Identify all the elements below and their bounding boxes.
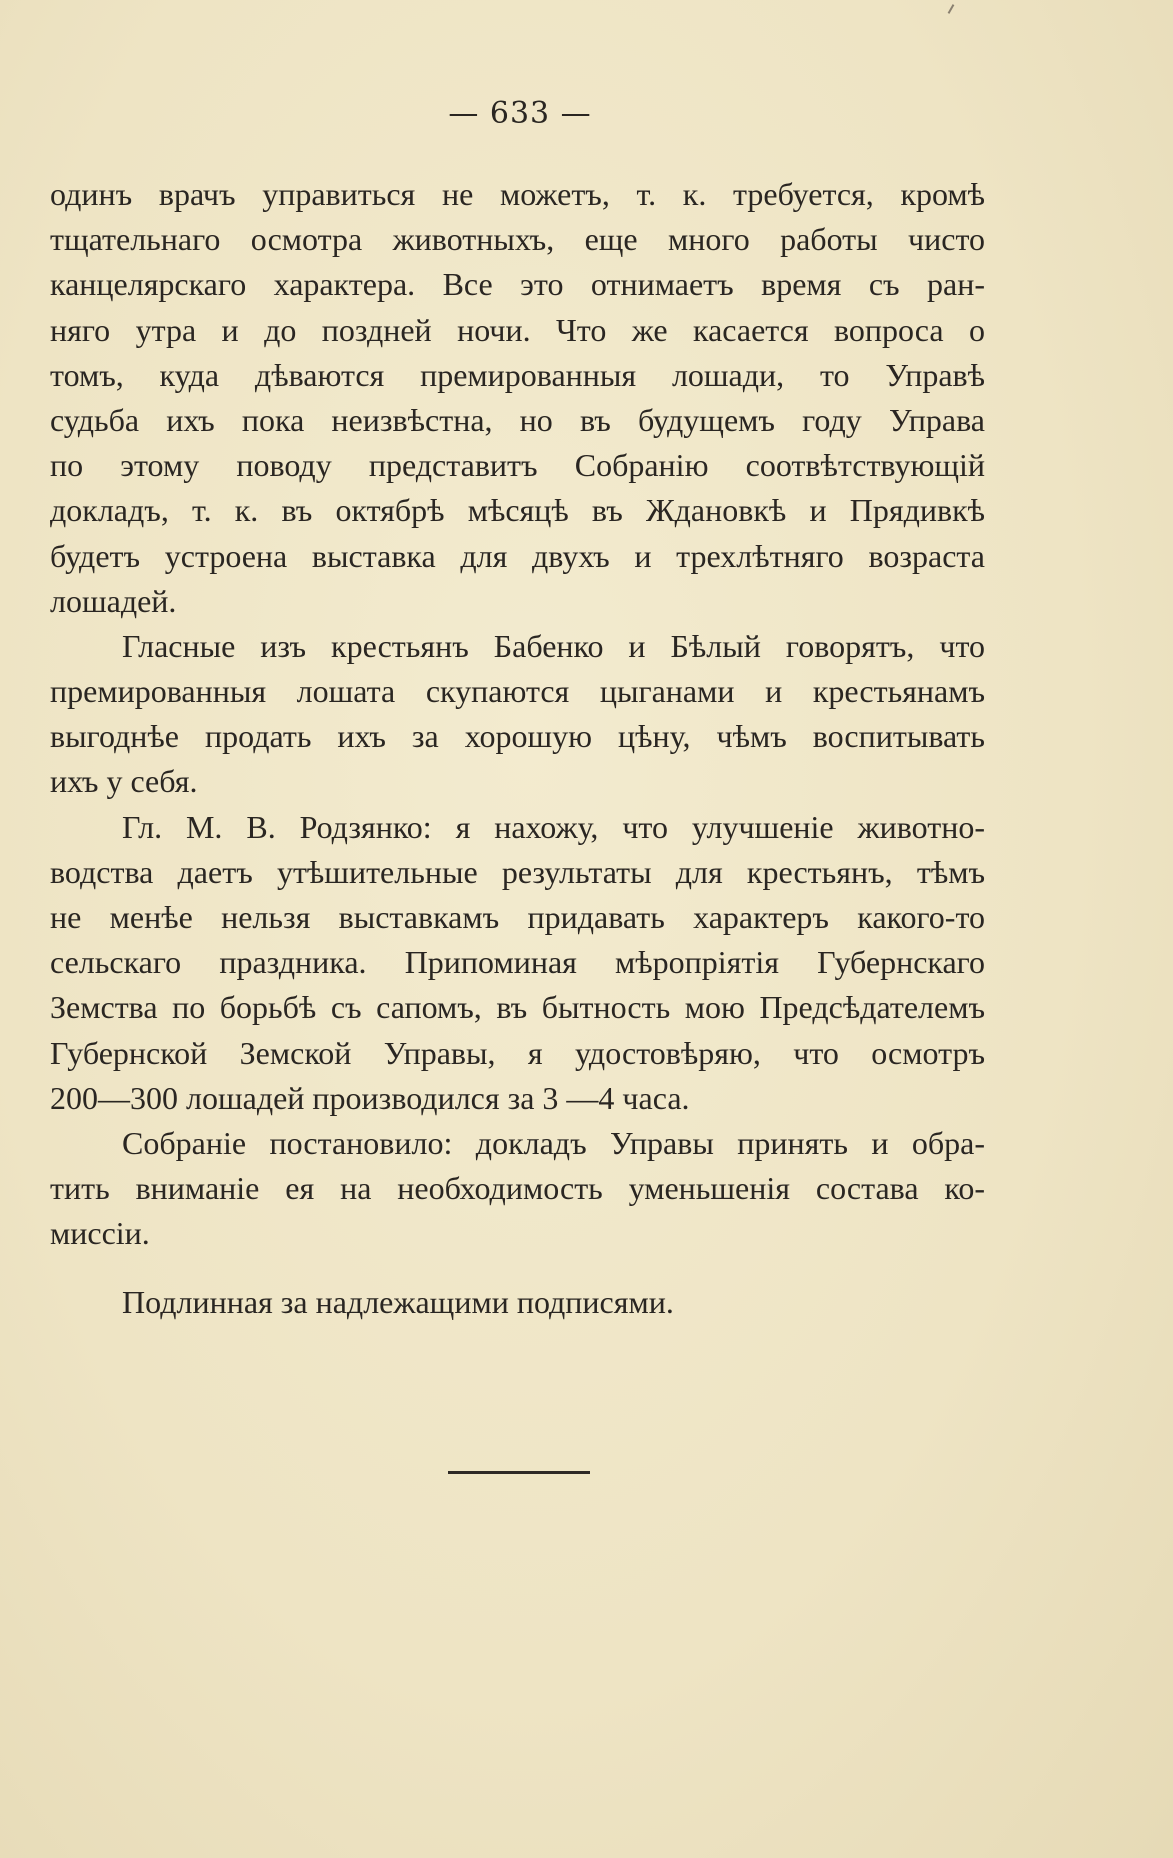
text-line: 200—300 лошадей производился за 3 —4 часа. <box>50 1079 690 1116</box>
end-rule <box>448 1471 590 1474</box>
text-line: миссіи. <box>50 1215 150 1252</box>
text-line: няго утра и до поздней ночи. Что же касается вопроса о <box>50 311 985 348</box>
text-line: не менѣе нельзя выставкамъ придавать характеръ какого-то <box>50 899 985 935</box>
page-number: — 633 — <box>448 96 592 131</box>
text-line: Гласные изъ крестьянъ Бабенко и Бѣлый говорятъ, что <box>122 627 985 664</box>
text-line: томъ, куда дѣваются премированныя лошади, то Управѣ <box>50 356 985 393</box>
text-line: Собраніе постановило: докладъ Управы принять и обра- <box>122 1124 985 1161</box>
text-line: премированныя лошата скупаются цыганами и крестьянамъ <box>50 673 985 710</box>
text-line: будетъ устроена выставка для двухъ и трехлѣтняго возраста <box>50 537 985 574</box>
text-line: тщательнаго осмотра животныхъ, еще много работы чисто <box>50 221 985 258</box>
body-text <box>50 172 985 1257</box>
text-line: одинъ врачъ управиться не можетъ, т. к. требуется, кромѣ <box>50 176 985 212</box>
text-line: сельскаго праздника. Припоминая мѣропріятія Губернскаго <box>50 944 985 981</box>
text-line: выгоднѣе продать ихъ за хорошую цѣну, чѣмъ воспитывать <box>50 718 985 755</box>
text-line: лошадей. <box>50 582 177 619</box>
text-line: Губернской Земской Управы, я удостовѣряю, что осмотръ <box>50 1034 985 1071</box>
text-line: тить вниманіе ея на необходимость уменьшенія состава ко- <box>50 1170 985 1207</box>
text-line: водства даетъ утѣшительные результаты для крестьянъ, тѣмъ <box>50 853 985 890</box>
text-line: канцелярскаго характера. Все это отнимаетъ время съ ран- <box>50 266 985 303</box>
attestation-note: Подлинная за надлежащими подписями. <box>122 1284 674 1320</box>
text-line: ихъ у себя. <box>50 763 198 800</box>
text-line: Земства по борьбѣ съ сапомъ, въ бытность мою Предсѣдателемъ <box>50 989 985 1026</box>
text-line: по этому поводу представитъ Собранію соотвѣтствующій <box>50 447 985 484</box>
text-line: докладъ, т. к. въ октябрѣ мѣсяцѣ въ Ждановкѣ и Прядивкѣ <box>50 492 985 529</box>
text-line: Гл. М. В. Родзянко: я нахожу, что улучшеніе животно- <box>122 808 985 845</box>
text-line: судьба ихъ пока неизвѣстна, но въ будущемъ году Управа <box>50 401 985 438</box>
paper-mark <box>948 4 955 14</box>
